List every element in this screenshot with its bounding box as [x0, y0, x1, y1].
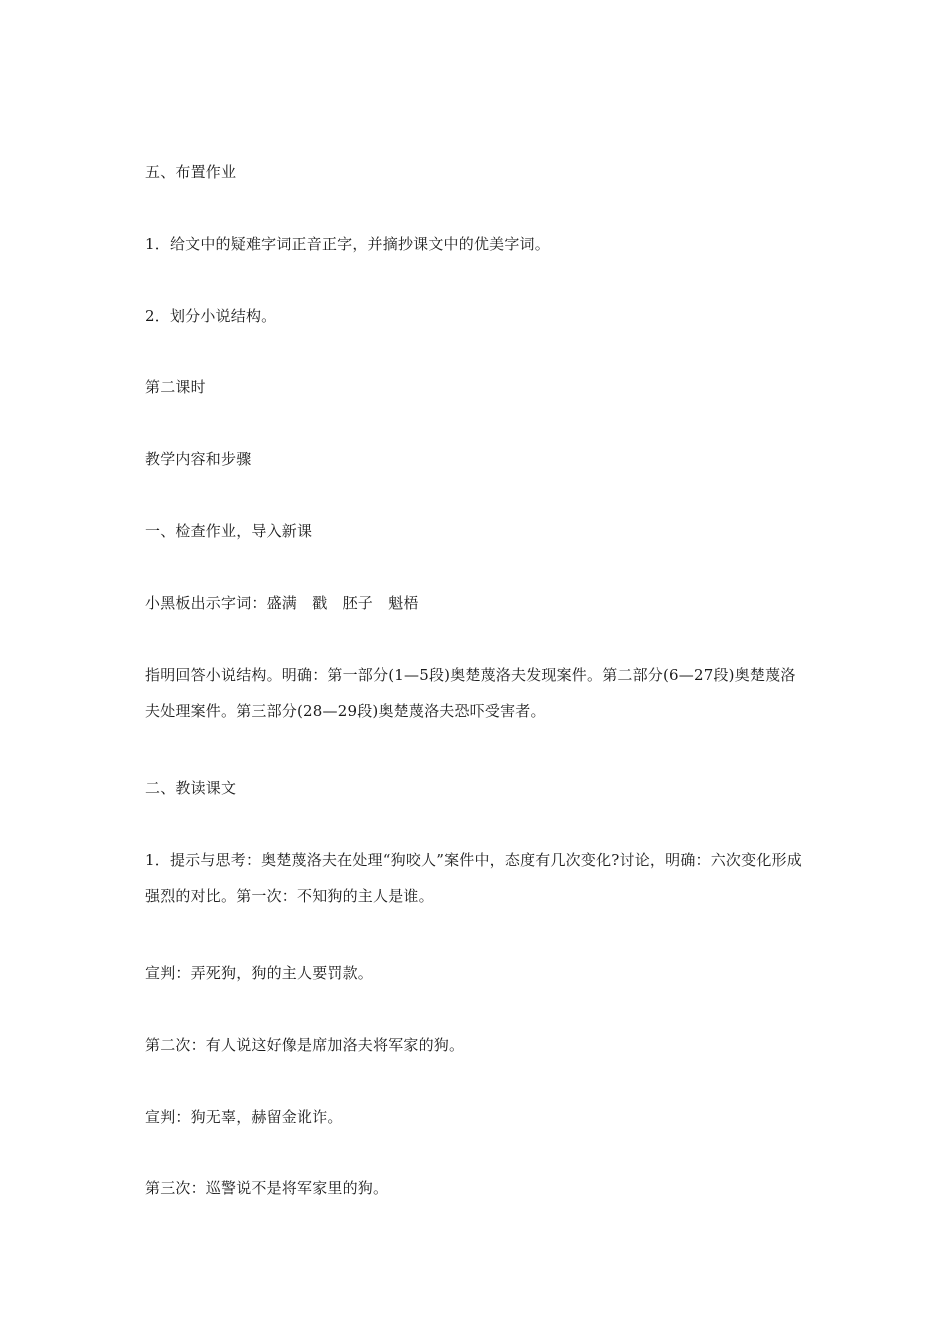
section-heading-assign-homework: 五、布置作业 [145, 163, 237, 181]
verdict-1: 宣判：弄死狗，狗的主人要罚款。 [145, 964, 374, 982]
homework-item-1: 1．给文中的疑难字词正音正字，并摘抄课文中的优美字词。 [145, 235, 550, 253]
lesson-heading-second-period: 第二课时 [145, 378, 206, 396]
vocabulary-line: 小黑板出示字词：盛满 戳 胚子 魁梧 [145, 594, 419, 612]
third-change: 第三次：巡警说不是将军家里的狗。 [145, 1179, 389, 1197]
discussion-paragraph: 1．提示与思考：奥楚蔑洛夫在处理“狗咬人”案件中，态度有几次变化?讨论，明确：六次变化形成强烈的对比。第一次：不知狗的主人是谁。 [145, 851, 802, 905]
verdict-2: 宣判：狗无辜，赫留金讹诈。 [145, 1108, 343, 1126]
homework-item-2: 2．划分小说结构。 [145, 307, 277, 325]
section-heading-check-homework: 一、检查作业，导入新课 [145, 522, 313, 540]
subheading-content-steps: 教学内容和步骤 [145, 450, 252, 468]
structure-paragraph: 指明回答小说结构。明确：第一部分(1—5段)奥楚蔑洛夫发现案件。第二部分(6—27段)奥楚蔑洛夫处理案件。第三部分(28—29段)奥楚蔑洛夫恐吓受害者。 [145, 666, 796, 720]
second-change: 第二次：有人说这好像是席加洛夫将军家的狗。 [145, 1036, 465, 1054]
section-heading-teach-text: 二、教读课文 [145, 779, 237, 797]
